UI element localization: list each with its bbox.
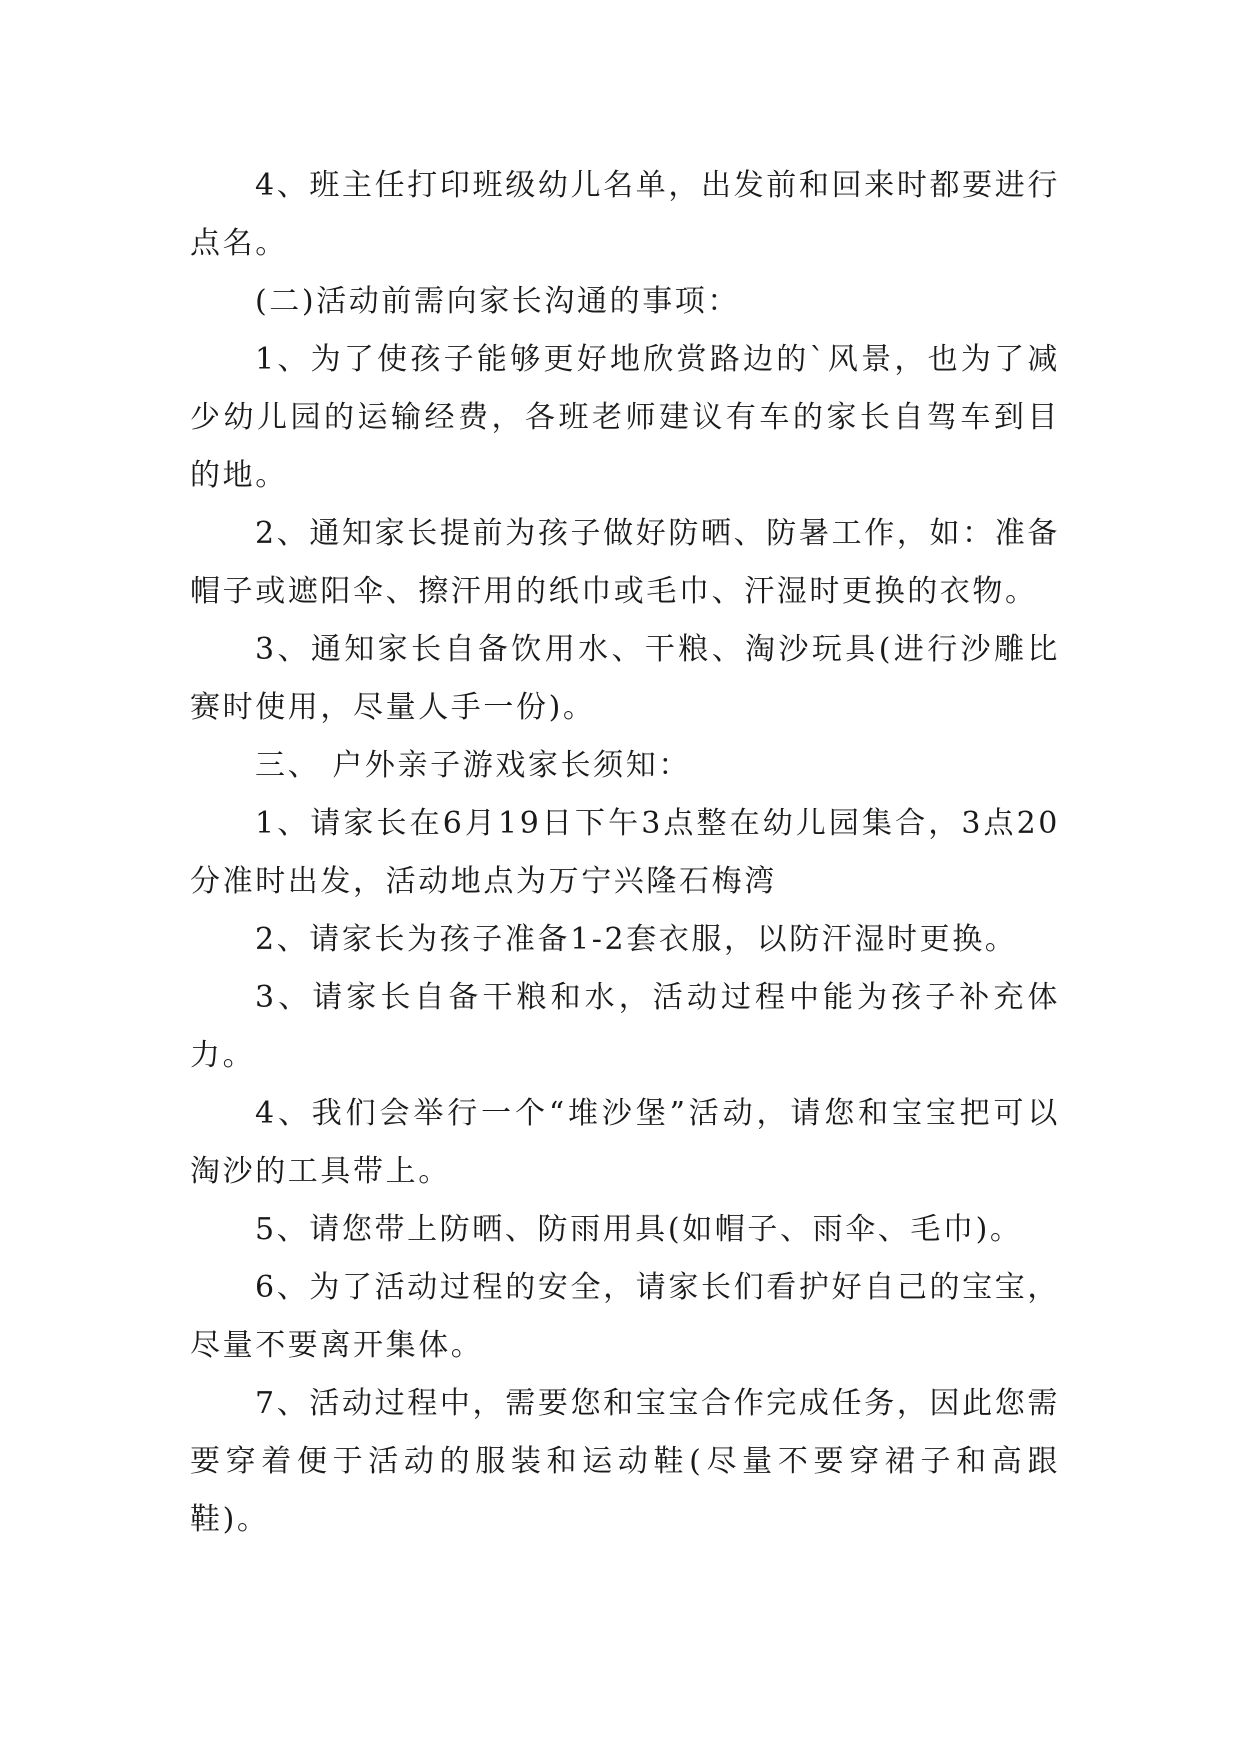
paragraph-self-drive: 1、为了使孩子能够更好地欣赏路边的`风景，也为了减少幼儿园的运输经费，各班老师建议有车的家长自驾车到目的地。 (190, 342, 1060, 493)
paragraph-spare-clothes: 2、请家长为孩子准备1-2套衣服，以防汗湿时更换。 (255, 922, 1018, 957)
paragraph-water-food-toys: 3、通知家长自备饮用水、干粮、淘沙玩具(进行沙雕比赛时使用，尽量人手一份)。 (190, 632, 1060, 725)
paragraph-sun-protection: 2、通知家长提前为孩子做好防晒、防暑工作，如：准备帽子或遮阳伞、擦汗用的纸巾或毛巾、汗湿时更换的衣物。 (190, 516, 1060, 609)
paragraph-sandcastle: 4、我们会举行一个“堆沙堡”活动，请您和宝宝把可以淘沙的工具带上。 (190, 1096, 1060, 1189)
paragraph-rain-sun-gear: 5、请您带上防晒、防雨用具(如帽子、雨伞、毛巾)。 (255, 1212, 1023, 1247)
heading-parent-communication: (二)活动前需向家长沟通的事项： (255, 284, 741, 319)
paragraph-class-teacher-roll-call: 4、班主任打印班级幼儿名单，出发前和回来时都要进行点名。 (190, 168, 1060, 261)
paragraph-safety: 6、为了活动过程的安全，请家长们看护好自己的宝宝，尽量不要离开集体。 (190, 1270, 1060, 1363)
paragraph-clothing-shoes: 7、活动过程中，需要您和宝宝合作完成任务，因此您需要穿着便于活动的服装和运动鞋(尽量不要穿裙子和高跟鞋)。 (190, 1386, 1060, 1537)
document-body (190, 157, 1060, 1549)
heading-outdoor-game-notice: 三、 户外亲子游戏家长须知： (255, 748, 691, 783)
paragraph-meeting-time: 1、请家长在6月19日下午3点整在幼儿园集合，3点20分准时出发，活动地点为万宁兴隆石梅湾 (190, 806, 1060, 899)
paragraph-food-water: 3、请家长自备干粮和水，活动过程中能为孩子补充体力。 (190, 980, 1060, 1073)
